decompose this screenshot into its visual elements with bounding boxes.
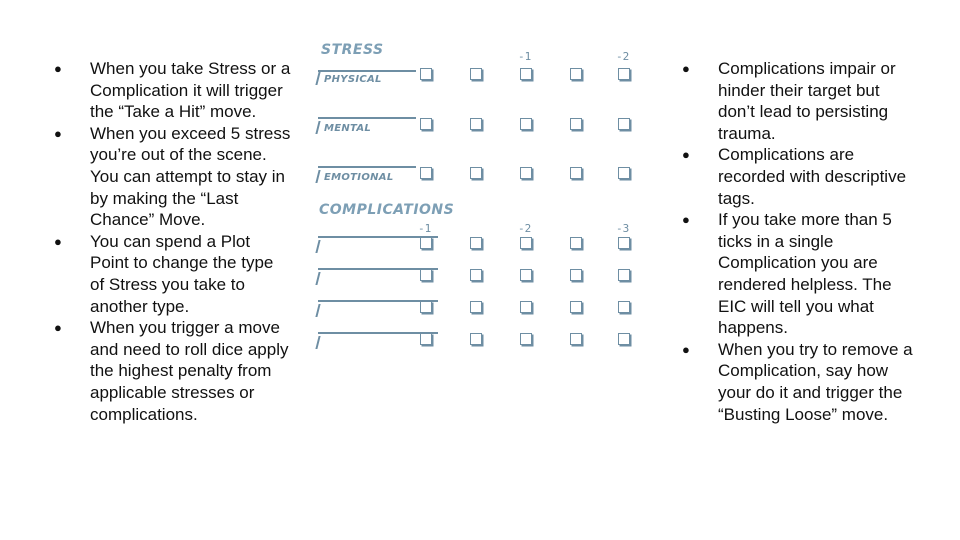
row-slash bbox=[315, 121, 320, 134]
stress-checkbox[interactable] bbox=[420, 333, 432, 345]
stress-checkbox[interactable] bbox=[520, 118, 532, 130]
right-rules-column bbox=[680, 58, 920, 425]
right-bullet-list bbox=[680, 58, 920, 425]
stress-checkbox[interactable] bbox=[618, 237, 630, 249]
stress-checkbox[interactable] bbox=[420, 167, 432, 179]
row-line bbox=[318, 166, 416, 168]
list-item: ● When you trigger a move and need to roll dice apply the highest penalty from applicable stresses or complications. bbox=[52, 317, 292, 425]
list-item: ● Complications impair or hinder their target but don’t lead to persisting trauma. bbox=[680, 58, 920, 144]
complication-penalty-2: -2 bbox=[518, 222, 532, 235]
row-slash bbox=[315, 336, 320, 349]
stress-penalty-1: -1 bbox=[518, 50, 532, 63]
stress-heading: STRESS bbox=[321, 42, 384, 58]
stress-checkbox[interactable] bbox=[470, 118, 482, 130]
stress-row-label: EMOTIONAL bbox=[324, 172, 394, 183]
stress-checkbox[interactable] bbox=[420, 237, 432, 249]
left-bullet-list bbox=[52, 58, 292, 425]
stress-checkbox[interactable] bbox=[470, 237, 482, 249]
stress-checkbox[interactable] bbox=[618, 68, 630, 80]
stress-checkbox[interactable] bbox=[420, 301, 432, 313]
list-item: ● When you try to remove a Complication, say how your do it and trigger the “Busting Loose” move. bbox=[680, 339, 920, 425]
stress-checkbox[interactable] bbox=[520, 301, 532, 313]
stress-checkbox[interactable] bbox=[520, 167, 532, 179]
stress-checkbox[interactable] bbox=[420, 269, 432, 281]
row-slash bbox=[315, 170, 320, 183]
stress-checkbox[interactable] bbox=[520, 68, 532, 80]
row-line bbox=[318, 117, 416, 119]
stress-checkbox[interactable] bbox=[420, 68, 432, 80]
stress-checkbox[interactable] bbox=[470, 68, 482, 80]
stress-row-label: PHYSICAL bbox=[324, 74, 382, 85]
list-item: ● When you take Stress or a Complication it will trigger the “Take a Hit” move. bbox=[52, 58, 292, 123]
row-slash bbox=[315, 240, 320, 253]
stress-sheet bbox=[312, 38, 642, 358]
stress-checkbox[interactable] bbox=[570, 333, 582, 345]
stress-checkbox[interactable] bbox=[470, 167, 482, 179]
list-item: ● Complications are recorded with descriptive tags. bbox=[680, 144, 920, 209]
list-item: ● When you exceed 5 stress you’re out of the scene. You can attempt to stay in by making the “Last Chance” Move. bbox=[52, 123, 292, 231]
stress-checkbox[interactable] bbox=[618, 167, 630, 179]
stress-checkbox[interactable] bbox=[570, 301, 582, 313]
row-line bbox=[318, 70, 416, 72]
stress-checkbox[interactable] bbox=[570, 237, 582, 249]
stress-checkbox[interactable] bbox=[618, 118, 630, 130]
stress-checkbox[interactable] bbox=[618, 269, 630, 281]
stress-penalty-2: -2 bbox=[616, 50, 630, 63]
stress-checkbox[interactable] bbox=[618, 333, 630, 345]
stress-checkbox[interactable] bbox=[420, 118, 432, 130]
row-slash bbox=[315, 304, 320, 317]
row-slash bbox=[315, 72, 320, 85]
stress-checkbox[interactable] bbox=[570, 118, 582, 130]
stress-checkbox[interactable] bbox=[520, 269, 532, 281]
stress-checkbox[interactable] bbox=[570, 167, 582, 179]
complication-penalty-1: -1 bbox=[418, 222, 432, 235]
stress-checkbox[interactable] bbox=[570, 269, 582, 281]
row-slash bbox=[315, 272, 320, 285]
complication-penalty-3: -3 bbox=[616, 222, 630, 235]
stress-checkbox[interactable] bbox=[618, 301, 630, 313]
list-item: ● If you take more than 5 ticks in a single Complication you are rendered helpless. The EIC will tell you what happens. bbox=[680, 209, 920, 339]
stress-checkbox[interactable] bbox=[470, 333, 482, 345]
complications-heading: COMPLICATIONS bbox=[319, 202, 455, 218]
stress-checkbox[interactable] bbox=[470, 301, 482, 313]
stress-checkbox[interactable] bbox=[520, 237, 532, 249]
list-item: ● You can spend a Plot Point to change the type of Stress you take to another type. bbox=[52, 231, 292, 317]
left-rules-column bbox=[52, 58, 292, 425]
stress-checkbox[interactable] bbox=[520, 333, 532, 345]
stress-row-label: MENTAL bbox=[324, 123, 372, 134]
stress-checkbox[interactable] bbox=[570, 68, 582, 80]
stress-checkbox[interactable] bbox=[470, 269, 482, 281]
